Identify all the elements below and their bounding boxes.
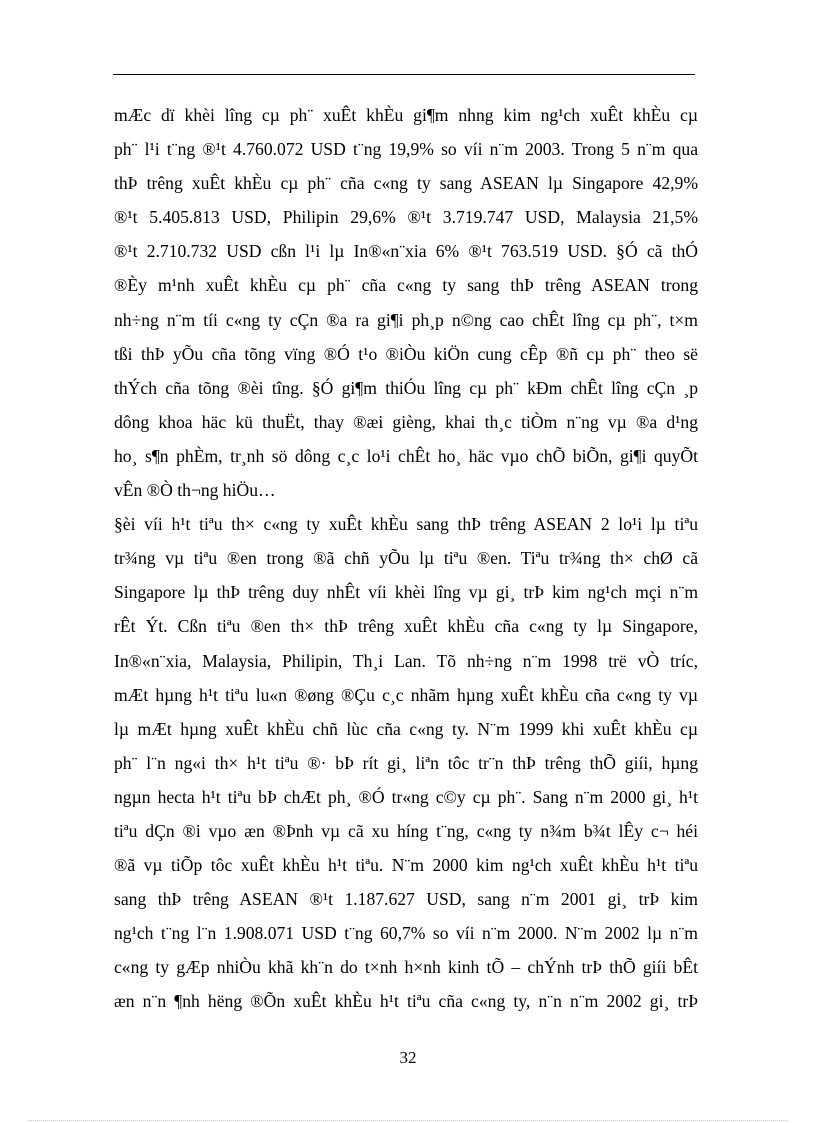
text-line: tiªu dÇn ®i vµo æn ®Þnh vµ cã xu híng t¨ng, c«ng ty n¾m b¾t lÊy c¬ héi: [114, 820, 698, 841]
header-rule: [113, 74, 695, 75]
text-line: ®¹t 2.710.732 USD cßn l¹i lµ In®«n¨xia 6% ®¹t 763.519 USD. §Ó cã thÓ: [114, 241, 698, 262]
text-line: ngµn hecta h¹t tiªu bÞ chÆt ph¸ ®Ó tr«ng c©y cµ ph¨. Sang n¨m 2000 gi¸ h¹t: [114, 786, 698, 807]
text-line: ph¨ l¹i t¨ng ®¹t 4.760.072 USD t¨ng 19,9% so víi n¨m 2003. Trong 5 n¨m qua: [114, 139, 698, 160]
page-number: 32: [399, 1048, 417, 1067]
text-line: tßi thÞ yÕu cña tõng vïng ®Ó t¹o ®iÒu kiÖn cung cÊp ®ñ cµ ph¨ theo së: [114, 343, 698, 364]
text-line: mÆt hµng h¹t tiªu lu«n ®øng ®Çu c¸c nhãm hµng xuÊt khÈu cña c«ng ty vµ: [114, 684, 698, 705]
text-line: ng¹ch t¨ng l¨n 1.908.071 USD t¨ng 60,7% so víi n¨m 2000. N¨m 2002 lµ n¨m: [114, 923, 698, 944]
text-line: ®Èy m¹nh xuÊt khÈu cµ ph¨ cña c«ng ty sang thÞ trêng ASEAN trong: [114, 275, 698, 296]
text-line: rÊt Ýt. Cßn tiªu ®en th× thÞ trêng xuÊt khÈu cña c«ng ty lµ Singapore,: [114, 616, 698, 637]
text-line: nh÷ng n¨m tíi c«ng ty cÇn ®a ra gi¶i ph¸p n©ng cao chÊt lîng cµ ph¨, t×m: [114, 309, 698, 330]
text-line: ®ã vµ tiÕp tôc xuÊt khÈu h¹t tiªu. N¨m 2000 kim ng¹ch xuÊt khÈu h¹t tiªu: [114, 855, 698, 876]
text-line: ho¸ s¶n phÈm, tr¸nh sö dông c¸c lo¹i chÊt ho¸ häc vµo chÕ biÕn, gi¶i quyÕt: [114, 445, 698, 466]
text-line: æn n¨n ¶nh hëng ®Õn xuÊt khÈu h¹t tiªu cña c«ng ty, n¨n n¨m 2002 gi¸ trÞ: [114, 991, 698, 1012]
text-line: thÞ trêng xuÊt khÈu cµ ph¨ cña c«ng ty sang ASEAN lµ Singapore 42,9%: [114, 173, 698, 194]
text-line: lµ mÆt hµng xuÊt khÈu chñ lùc cña c«ng ty. N¨m 1999 khi xuÊt khÈu cµ: [114, 718, 698, 739]
paragraph: [114, 507, 698, 1018]
text-line: In®«n¨xia, Malaysia, Philipin, Th¸i Lan. Tõ nh÷ng n¨m 1998 trë vÒ tríc,: [114, 650, 698, 671]
text-line: mÆc dï khèi lîng cµ ph¨ xuÊt khÈu gi¶m nhng kim ng¹ch xuÊt khÈu cµ: [114, 105, 698, 125]
text-line: §èi víi h¹t tiªu th× c«ng ty xuÊt khÈu sang thÞ trêng ASEAN 2 lo¹i lµ tiªu: [114, 514, 698, 535]
footer-divider: [28, 1120, 788, 1121]
paragraph: [114, 98, 698, 507]
document-body: [114, 98, 698, 1019]
text-line: thÝch cña tõng ®èi tîng. §Ó gi¶m thiÓu lîng cµ ph¨ kÐm chÊt lîng cÇn ¸p: [114, 377, 698, 398]
text-line: ph¨ l¨n ng«i th× h¹t tiªu ®· bÞ rít gi¸ liªn tôc tr¨n thÞ trêng thÕ giíi, hµng: [114, 752, 698, 773]
text-line: ®¹t 5.405.813 USD, Philipin 29,6% ®¹t 3.719.747 USD, Malaysia 21,5%: [114, 207, 698, 228]
text-line: dông khoa häc kü thuËt, thay ®æi gièng, khai th¸c tiÒm n¨ng vµ ®a d¹ng: [114, 411, 698, 432]
text-line: Singapore lµ thÞ trêng duy nhÊt víi khèi lîng vµ gi¸ trÞ kim ng¹ch mçi n¨m: [114, 582, 698, 603]
text-line: tr¾ng vµ tiªu ®en trong ®ã chñ yÕu lµ tiªu ®en. Tiªu tr¾ng th× chØ cã: [114, 548, 698, 569]
text-line: sang thÞ trêng ASEAN ®¹t 1.187.627 USD, sang n¨m 2001 gi¸ trÞ kim: [114, 889, 698, 910]
text-line: vÊn ®Ò th¬ng hiÖu…: [114, 480, 276, 501]
text-line: c«ng ty gÆp nhiÒu khã kh¨n do t×nh h×nh kinh tÕ – chÝnh trÞ thÕ giíi bÊt: [114, 957, 698, 978]
